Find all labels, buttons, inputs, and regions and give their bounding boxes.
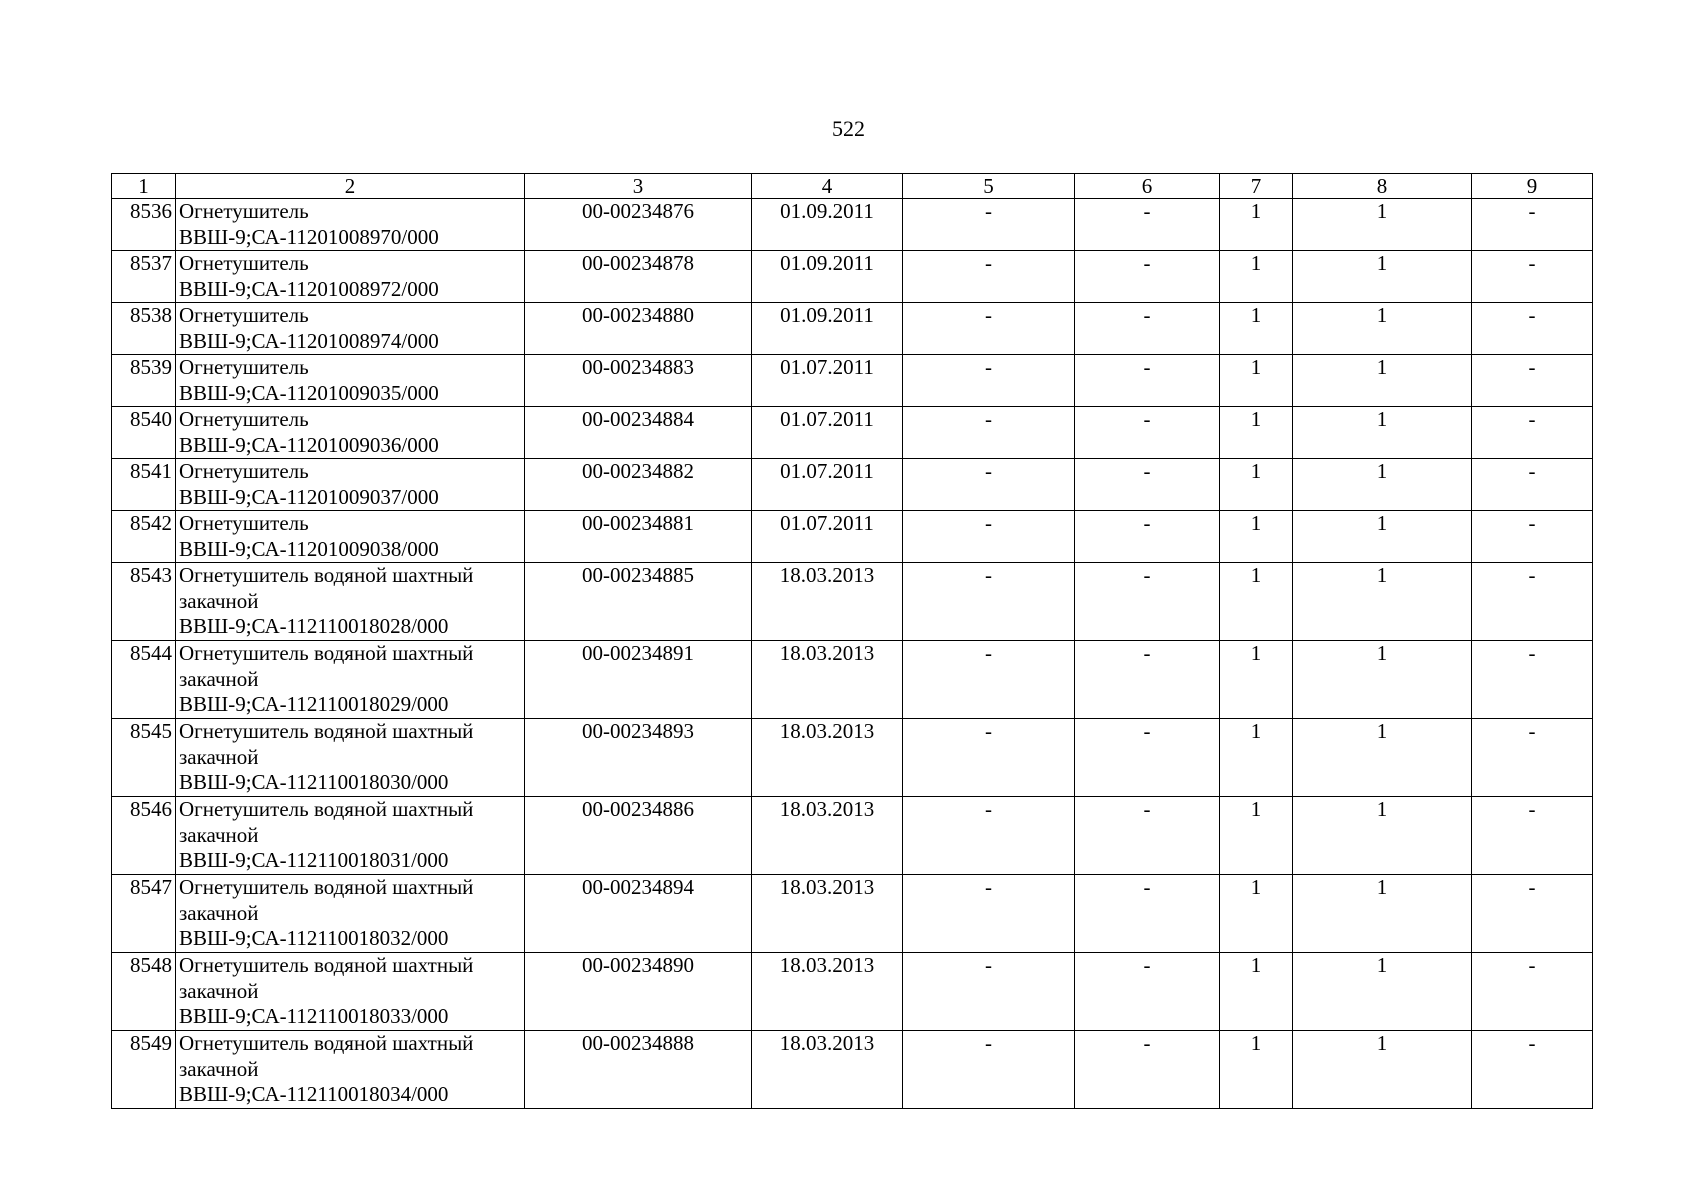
item-name: Огнетушитель ВВШ-9;СА-11201009035/000	[176, 355, 525, 407]
column-header: 4	[752, 174, 903, 199]
cell-col5: -	[903, 875, 1075, 953]
row-number: 8539	[112, 355, 176, 407]
cell-col6: -	[1075, 303, 1220, 355]
row-number: 8537	[112, 251, 176, 303]
inventory-number: 00-00234881	[525, 511, 752, 563]
table-row	[112, 563, 1593, 641]
inventory-number: 00-00234886	[525, 797, 752, 875]
item-date: 18.03.2013	[752, 719, 903, 797]
page-number: 522	[832, 116, 865, 141]
cell-col7: 1	[1220, 875, 1293, 953]
cell-col6: -	[1075, 641, 1220, 719]
item-date: 01.07.2011	[752, 511, 903, 563]
column-header: 7	[1220, 174, 1293, 199]
column-header: 6	[1075, 174, 1220, 199]
cell-col8: 1	[1293, 251, 1472, 303]
cell-col8: 1	[1293, 407, 1472, 459]
cell-col9: -	[1472, 355, 1593, 407]
item-name: Огнетушитель ВВШ-9;СА-11201008970/000	[176, 199, 525, 251]
cell-col5: -	[903, 953, 1075, 1031]
cell-col6: -	[1075, 797, 1220, 875]
cell-col9: -	[1472, 459, 1593, 511]
cell-col6: -	[1075, 251, 1220, 303]
cell-col9: -	[1472, 953, 1593, 1031]
cell-col7: 1	[1220, 303, 1293, 355]
cell-col9: -	[1472, 641, 1593, 719]
item-date: 01.07.2011	[752, 355, 903, 407]
cell-col8: 1	[1293, 563, 1472, 641]
row-number: 8536	[112, 199, 176, 251]
cell-col6: -	[1075, 199, 1220, 251]
cell-col9: -	[1472, 511, 1593, 563]
item-date: 01.07.2011	[752, 459, 903, 511]
cell-col8: 1	[1293, 355, 1472, 407]
cell-col8: 1	[1293, 953, 1472, 1031]
cell-col6: -	[1075, 875, 1220, 953]
inventory-number: 00-00234888	[525, 1031, 752, 1109]
cell-col8: 1	[1293, 459, 1472, 511]
table-row	[112, 719, 1593, 797]
cell-col5: -	[903, 719, 1075, 797]
row-number: 8541	[112, 459, 176, 511]
cell-col8: 1	[1293, 511, 1472, 563]
item-name: Огнетушитель водяной шахтный закачной ВВШ-9;СА-112110018030/000	[176, 719, 525, 797]
cell-col8: 1	[1293, 641, 1472, 719]
registry-table	[111, 173, 1593, 1109]
row-number: 8538	[112, 303, 176, 355]
table-row	[112, 355, 1593, 407]
column-header: 8	[1293, 174, 1472, 199]
cell-col9: -	[1472, 563, 1593, 641]
cell-col7: 1	[1220, 641, 1293, 719]
table-row	[112, 303, 1593, 355]
row-number: 8549	[112, 1031, 176, 1109]
cell-col6: -	[1075, 953, 1220, 1031]
row-number: 8548	[112, 953, 176, 1031]
cell-col5: -	[903, 251, 1075, 303]
inventory-number: 00-00234891	[525, 641, 752, 719]
cell-col9: -	[1472, 875, 1593, 953]
item-name: Огнетушитель водяной шахтный закачной ВВШ-9;СА-112110018031/000	[176, 797, 525, 875]
cell-col9: -	[1472, 251, 1593, 303]
cell-col9: -	[1472, 797, 1593, 875]
cell-col5: -	[903, 407, 1075, 459]
cell-col5: -	[903, 641, 1075, 719]
table-row	[112, 875, 1593, 953]
inventory-number: 00-00234882	[525, 459, 752, 511]
table-row	[112, 199, 1593, 251]
row-number: 8540	[112, 407, 176, 459]
cell-col7: 1	[1220, 563, 1293, 641]
cell-col5: -	[903, 1031, 1075, 1109]
item-name: Огнетушитель водяной шахтный закачной ВВШ-9;СА-112110018032/000	[176, 875, 525, 953]
row-number: 8546	[112, 797, 176, 875]
item-name: Огнетушитель водяной шахтный закачной ВВШ-9;СА-112110018034/000	[176, 1031, 525, 1109]
column-header: 9	[1472, 174, 1593, 199]
table-row	[112, 953, 1593, 1031]
inventory-number: 00-00234890	[525, 953, 752, 1031]
cell-col8: 1	[1293, 719, 1472, 797]
table-row	[112, 511, 1593, 563]
header-row	[112, 174, 1593, 199]
cell-col7: 1	[1220, 797, 1293, 875]
table-row	[112, 407, 1593, 459]
inventory-number: 00-00234884	[525, 407, 752, 459]
cell-col6: -	[1075, 459, 1220, 511]
cell-col7: 1	[1220, 199, 1293, 251]
cell-col7: 1	[1220, 511, 1293, 563]
item-date: 18.03.2013	[752, 875, 903, 953]
cell-col9: -	[1472, 719, 1593, 797]
cell-col6: -	[1075, 355, 1220, 407]
cell-col8: 1	[1293, 1031, 1472, 1109]
table-row	[112, 251, 1593, 303]
item-date: 18.03.2013	[752, 797, 903, 875]
cell-col7: 1	[1220, 407, 1293, 459]
item-name: Огнетушитель ВВШ-9;СА-11201009037/000	[176, 459, 525, 511]
column-header: 5	[903, 174, 1075, 199]
item-name: Огнетушитель водяной шахтный закачной ВВШ-9;СА-112110018028/000	[176, 563, 525, 641]
item-name: Огнетушитель ВВШ-9;СА-11201009038/000	[176, 511, 525, 563]
cell-col9: -	[1472, 1031, 1593, 1109]
cell-col6: -	[1075, 1031, 1220, 1109]
item-date: 01.07.2011	[752, 407, 903, 459]
cell-col8: 1	[1293, 303, 1472, 355]
inventory-number: 00-00234878	[525, 251, 752, 303]
cell-col7: 1	[1220, 355, 1293, 407]
row-number: 8547	[112, 875, 176, 953]
table-row	[112, 641, 1593, 719]
table-body	[112, 199, 1593, 1109]
item-name: Огнетушитель ВВШ-9;СА-11201009036/000	[176, 407, 525, 459]
cell-col5: -	[903, 797, 1075, 875]
cell-col5: -	[903, 199, 1075, 251]
inventory-number: 00-00234876	[525, 199, 752, 251]
column-header: 2	[176, 174, 525, 199]
cell-col8: 1	[1293, 199, 1472, 251]
inventory-number: 00-00234880	[525, 303, 752, 355]
cell-col5: -	[903, 563, 1075, 641]
cell-col8: 1	[1293, 875, 1472, 953]
item-date: 01.09.2011	[752, 251, 903, 303]
row-number: 8542	[112, 511, 176, 563]
item-name: Огнетушитель водяной шахтный закачной ВВШ-9;СА-112110018033/000	[176, 953, 525, 1031]
cell-col7: 1	[1220, 459, 1293, 511]
cell-col9: -	[1472, 199, 1593, 251]
table-header	[112, 174, 1593, 199]
cell-col6: -	[1075, 407, 1220, 459]
item-name: Огнетушитель водяной шахтный закачной ВВШ-9;СА-112110018029/000	[176, 641, 525, 719]
cell-col7: 1	[1220, 251, 1293, 303]
item-date: 18.03.2013	[752, 953, 903, 1031]
column-header: 1	[112, 174, 176, 199]
inventory-number: 00-00234883	[525, 355, 752, 407]
cell-col5: -	[903, 355, 1075, 407]
item-date: 18.03.2013	[752, 641, 903, 719]
cell-col8: 1	[1293, 797, 1472, 875]
table-row	[112, 797, 1593, 875]
cell-col5: -	[903, 511, 1075, 563]
item-date: 18.03.2013	[752, 1031, 903, 1109]
inventory-number: 00-00234885	[525, 563, 752, 641]
cell-col5: -	[903, 303, 1075, 355]
row-number: 8545	[112, 719, 176, 797]
cell-col7: 1	[1220, 1031, 1293, 1109]
inventory-number: 00-00234893	[525, 719, 752, 797]
cell-col5: -	[903, 459, 1075, 511]
table-row	[112, 459, 1593, 511]
row-number: 8544	[112, 641, 176, 719]
cell-col6: -	[1075, 563, 1220, 641]
row-number: 8543	[112, 563, 176, 641]
item-name: Огнетушитель ВВШ-9;СА-11201008974/000	[176, 303, 525, 355]
cell-col6: -	[1075, 719, 1220, 797]
cell-col7: 1	[1220, 719, 1293, 797]
item-date: 01.09.2011	[752, 303, 903, 355]
item-date: 18.03.2013	[752, 563, 903, 641]
inventory-number: 00-00234894	[525, 875, 752, 953]
table-row	[112, 1031, 1593, 1109]
item-date: 01.09.2011	[752, 199, 903, 251]
item-name: Огнетушитель ВВШ-9;СА-11201008972/000	[176, 251, 525, 303]
cell-col9: -	[1472, 303, 1593, 355]
cell-col7: 1	[1220, 953, 1293, 1031]
cell-col9: -	[1472, 407, 1593, 459]
column-header: 3	[525, 174, 752, 199]
cell-col6: -	[1075, 511, 1220, 563]
